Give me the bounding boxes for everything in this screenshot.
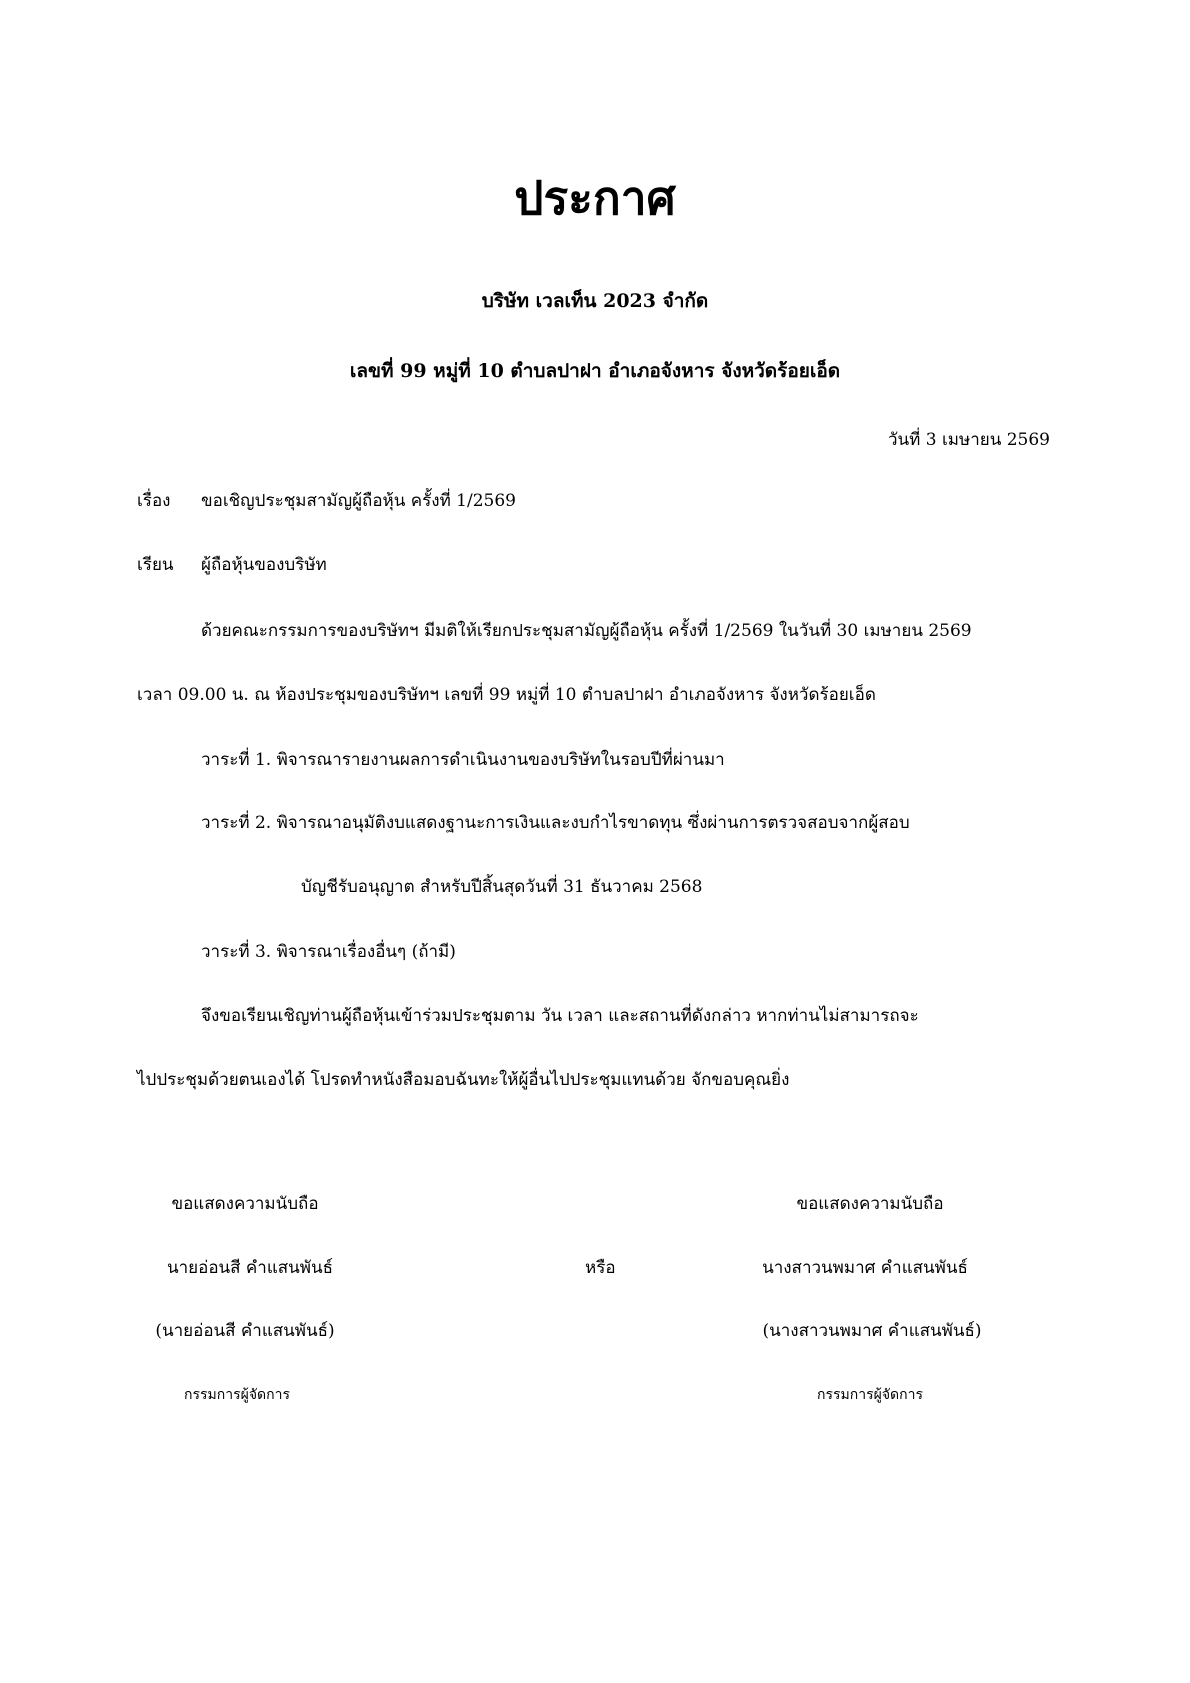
closing-line-1: จึงขอเรียนเชิญท่านผู้ถือหุ้นเข้าร่วมประชุมตาม วัน เวลา และสถานที่ดังกล่าว หากท่านไม่สามารถจะ <box>201 1006 919 1026</box>
right-printed-name: (นางสาวนพมาศ คำแสนพันธ์) <box>762 1321 982 1341</box>
or-label: หรือ <box>585 1258 616 1278</box>
company-address: เลขที่ 99 หมู่ที่ 10 ตำบลปาฝา อำเภอจังหาร จังหวัดร้อยเอ็ด <box>349 360 841 382</box>
intro-line-1: ด้วยคณะกรรมการของบริษัทฯ มีมติให้เรียกประชุมสามัญผู้ถือหุ้น ครั้งที่ 1/2569 ในวันที่ 30 เมษายน 2569 <box>201 621 972 641</box>
left-signed-name: นายอ่อนสี คำแสนพันธ์ <box>166 1258 334 1278</box>
subject-text: ขอเชิญประชุมสามัญผู้ถือหุ้น ครั้งที่ 1/2569 <box>201 491 516 511</box>
left-regards: ขอแสดงความนับถือ <box>171 1194 319 1214</box>
recipient-text: ผู้ถือหุ้นของบริษัท <box>201 555 327 575</box>
agenda-item-3: วาระที่ 3. พิจารณาเรื่องอื่นๆ (ถ้ามี) <box>201 942 456 962</box>
right-regards: ขอแสดงความนับถือ <box>796 1194 944 1214</box>
agenda-item-2-continuation: บัญชีรับอนุญาต สำหรับปีสิ้นสุดวันที่ 31 ธันวาคม 2568 <box>301 877 703 897</box>
agenda-item-2: วาระที่ 2. พิจารณาอนุมัติงบแสดงฐานะการเงินและงบกำไรขาดทุน ซึ่งผ่านการตรวจสอบจากผู้สอบ <box>201 813 910 833</box>
company-name: บริษัท เวลเท็น 2023 จำกัด <box>481 290 709 312</box>
agenda-item-1: วาระที่ 1. พิจารณารายงานผลการดำเนินงานของบริษัทในรอบปีที่ผ่านมา <box>201 750 725 770</box>
right-signed-name: นางสาวนพมาศ คำแสนพันธ์ <box>762 1258 968 1278</box>
announcement-date: วันที่ 3 เมษายน 2569 <box>887 430 1050 450</box>
right-position: กรรมการผู้จัดการ <box>817 1387 923 1403</box>
recipient-label: เรียน <box>137 555 174 575</box>
intro-line-2: เวลา 09.00 น. ณ ห้องประชุมของบริษัทฯ เลขที่ 99 หมู่ที่ 10 ตำบลปาฝา อำเภอจังหาร จังหวัดร้อยเอ็ด <box>137 685 876 705</box>
closing-line-2: ไปประชุมด้วยตนเองได้ โปรดทำหนังสือมอบฉันทะให้ผู้อื่นไปประชุมแทนด้วย จักขอบคุณยิ่ง <box>137 1070 790 1090</box>
subject-label: เรื่อง <box>137 491 171 511</box>
page-title: ประกาศ <box>514 171 676 225</box>
left-position: กรรมการผู้จัดการ <box>184 1387 290 1403</box>
left-printed-name: (นายอ่อนสี คำแสนพันธ์) <box>155 1321 335 1341</box>
